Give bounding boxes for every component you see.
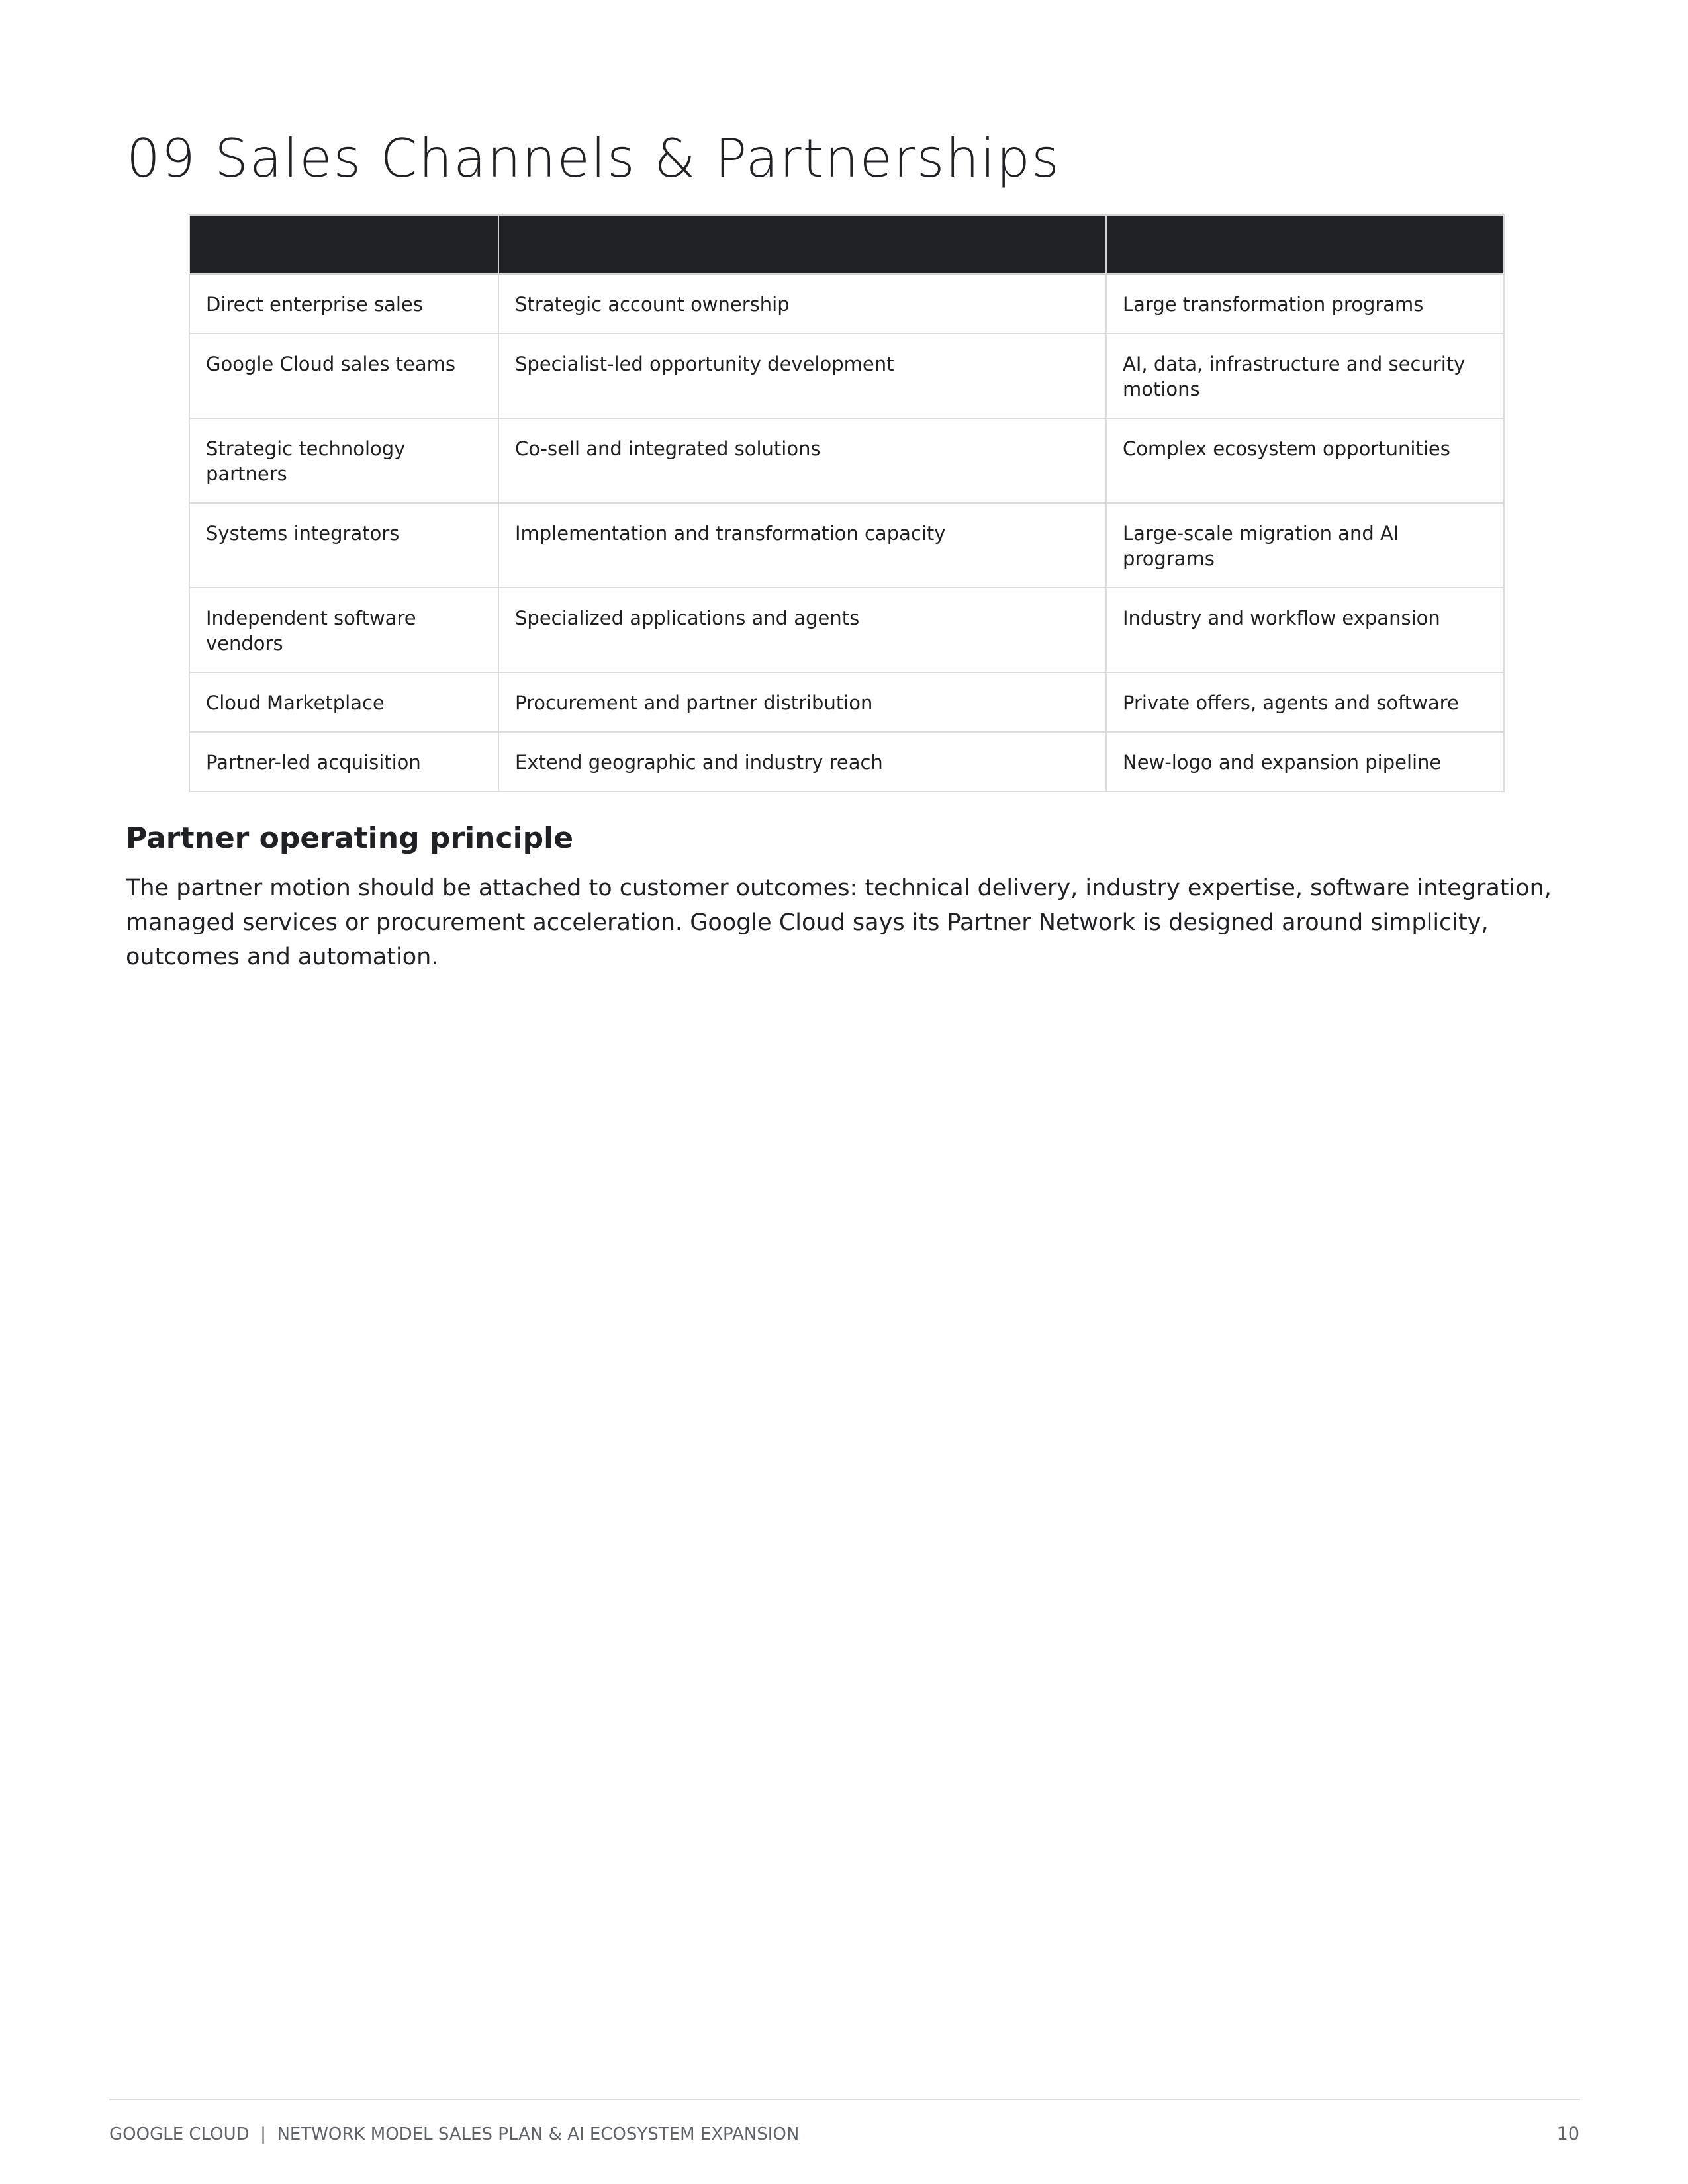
table-row	[189, 588, 1504, 672]
table-row	[189, 418, 1504, 503]
table-cell-focus: New-logo and expansion pipeline	[1106, 732, 1504, 792]
section-heading: Partner operating principle	[126, 821, 574, 855]
table-cell-role: Procurement and partner distribution	[498, 672, 1106, 732]
footer-page-number: 10	[1556, 2124, 1579, 2144]
table-row	[189, 672, 1504, 732]
footer-document-title: GOOGLE CLOUD | NETWORK MODEL SALES PLAN & AI ECOSYSTEM EXPANSION	[109, 2124, 800, 2144]
section-body-text: The partner motion should be attached to customer outcomes: technical delivery, industry expertise, software integration, managed services or procurement acceleration. Google Cloud says its Partner Network is designed around simplicity, outcomes and automation.	[126, 875, 1552, 970]
table-cell-focus: AI, data, infrastructure and security motions	[1106, 334, 1504, 418]
table-cell-focus: Large transformation programs	[1106, 274, 1504, 334]
table-cell-channel: Independent software vendors	[189, 588, 498, 672]
table-row	[189, 732, 1504, 792]
table-cell-channel: Direct enterprise sales	[189, 274, 498, 334]
table-cell-role: Implementation and transformation capacity	[498, 503, 1106, 588]
table-body	[189, 274, 1504, 792]
table-cell-focus: Complex ecosystem opportunities	[1106, 418, 1504, 503]
table-cell-role: Extend geographic and industry reach	[498, 732, 1106, 792]
table-header-cell	[498, 215, 1106, 274]
sales-channels-table	[189, 214, 1505, 792]
table-cell-channel: Systems integrators	[189, 503, 498, 588]
table-header-cell	[1106, 215, 1504, 274]
table-cell-role: Specialist-led opportunity development	[498, 334, 1106, 418]
table-cell-channel: Google Cloud sales teams	[189, 334, 498, 418]
table-cell-role: Specialized applications and agents	[498, 588, 1106, 672]
table-row	[189, 334, 1504, 418]
page-title: 09 Sales Channels & Partnerships	[126, 128, 1060, 189]
table-cell-channel: Cloud Marketplace	[189, 672, 498, 732]
table-header-cell	[189, 215, 498, 274]
table-cell-focus: Industry and workflow expansion	[1106, 588, 1504, 672]
table-cell-role: Co-sell and integrated solutions	[498, 418, 1106, 503]
table-cell-channel: Partner-led acquisition	[189, 732, 498, 792]
footer-divider	[109, 2099, 1580, 2100]
table-cell-focus: Private offers, agents and software	[1106, 672, 1504, 732]
table-header	[189, 215, 1504, 274]
table-cell-channel: Strategic technology partners	[189, 418, 498, 503]
table-row	[189, 503, 1504, 588]
table-cell-role: Strategic account ownership	[498, 274, 1106, 334]
table-row	[189, 274, 1504, 334]
table-cell-focus: Large-scale migration and AI programs	[1106, 503, 1504, 588]
table-header-row	[189, 215, 1504, 274]
